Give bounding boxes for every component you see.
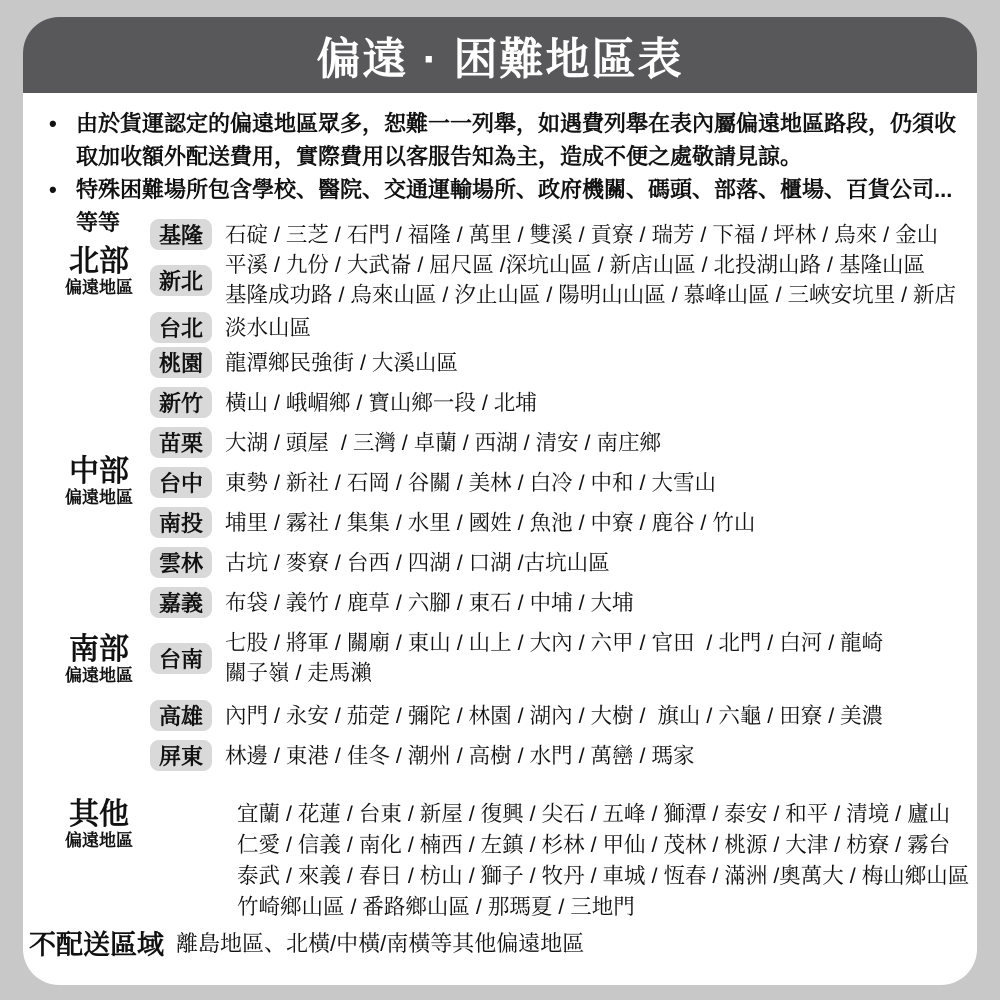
city-label: 屏東 — [150, 740, 212, 771]
table-row — [150, 427, 661, 458]
city-label: 台南 — [150, 643, 212, 674]
area-list: 橫山 / 峨嵋鄉 / 寶山鄉一段 / 北埔 — [225, 390, 537, 415]
no-delivery-label: 不配送區域 — [29, 930, 164, 960]
area-list: 竹崎鄉山區 / 番路鄉山區 / 那瑪夏 / 三地門 — [237, 895, 635, 919]
area-list: 龍潭鄉民強街 / 大溪山區 — [225, 350, 458, 375]
area-list: 布袋 / 義竹 / 鹿草 / 六腳 / 東石 / 中埔 / 大埔 — [225, 590, 634, 615]
city-label: 桃園 — [150, 347, 212, 378]
region-subtitle: 偏遠地區 — [65, 278, 133, 297]
table-row — [150, 700, 883, 731]
city-label: 嘉義 — [150, 587, 212, 618]
area-list: 七股 / 將軍 / 關廟 / 東山 / 山上 / 大內 / 六甲 / 官田 / 北門 / 白河 / 龍崎 — [225, 631, 884, 655]
table-row — [150, 587, 634, 618]
region-subtitle: 偏遠地區 — [65, 488, 133, 507]
area-list: 平溪 / 九份 / 大武崙 / 屈尺區 /深坑山區 / 新店山區 / 北投湖山路 / 基隆山區 — [225, 253, 925, 277]
note-text: 特殊困難場所包含學校、醫院、交通運輸場所、政府機關、碼頭、部落、櫃場、百貨公司...等等 — [76, 177, 953, 235]
table-row — [150, 628, 883, 688]
no-delivery-text: 離島地區、北橫/中橫/南橫等其他偏遠地區 — [176, 931, 585, 956]
table-row — [150, 387, 537, 418]
city-label: 雲林 — [150, 547, 212, 578]
table-row — [150, 219, 938, 250]
area-list: 林邊 / 東港 / 佳冬 / 潮州 / 高樹 / 水門 / 萬巒 / 瑪家 — [225, 743, 695, 768]
region-subtitle: 偏遠地區 — [65, 666, 133, 685]
area-list: 石碇 / 三芝 / 石門 / 福隆 / 萬里 / 雙溪 / 貢寮 / 瑞芳 / 下福 / 坪林 / 烏來 / 金山 — [225, 222, 939, 247]
bullet-icon: • — [49, 111, 57, 136]
city-label: 台北 — [150, 312, 212, 343]
area-list: 泰武 / 來義 / 春日 / 枋山 / 獅子 / 牧丹 / 車城 / 恆春 / 滿洲 /奧萬大 / 梅山鄉山區 — [237, 864, 970, 888]
region-label-other — [23, 798, 175, 850]
region-name: 北部 — [69, 245, 129, 278]
city-label: 新北 — [150, 265, 212, 296]
table-row — [150, 467, 716, 498]
area-list: 淡水山區 — [225, 315, 312, 340]
region-name: 南部 — [69, 633, 129, 666]
table-row — [150, 347, 458, 378]
table-row — [150, 312, 311, 343]
city-label: 基隆 — [150, 219, 212, 250]
area-list: 關子嶺 / 走馬瀨 — [225, 661, 372, 685]
note-item — [49, 107, 969, 173]
city-label: 新竹 — [150, 387, 212, 418]
bullet-icon: • — [49, 177, 57, 202]
region-name: 其他 — [69, 798, 129, 831]
table-row — [150, 507, 755, 538]
note-text: 由於貨運認定的偏遠地區眾多，恕難一一列舉，如遇費列舉在表內屬偏遠地區路段，仍須收取加收額外配送費用，實際費用以客服告知為主，造成不便之處敬請見諒。 — [76, 111, 957, 169]
table-row — [150, 547, 610, 578]
area-list: 基隆成功路 / 烏來山區 / 汐止山區 / 陽明山山區 / 慕峰山區 / 三峽安坑里 / 新店 — [225, 283, 957, 307]
table-row — [150, 250, 956, 310]
area-list: 東勢 / 新社 / 石岡 / 谷關 / 美林 / 白冷 / 中和 / 大雪山 — [225, 470, 716, 495]
header-bar — [23, 17, 977, 93]
city-label: 苗栗 — [150, 427, 212, 458]
area-list: 宜蘭 / 花蓮 / 台東 / 新屋 / 復興 / 尖石 / 五峰 / 獅潭 / 泰安 / 和平 / 清境 / 廬山 — [237, 802, 951, 826]
region-name: 中部 — [69, 455, 129, 488]
other-areas-block — [237, 799, 969, 923]
poster-panel — [23, 17, 977, 985]
city-label: 台中 — [150, 467, 212, 498]
area-list: 仁愛 / 信義 / 南化 / 楠西 / 左鎮 / 杉林 / 甲仙 / 茂林 / 桃源 / 大津 / 枋寮 / 霧台 — [237, 833, 951, 857]
region-subtitle: 偏遠地區 — [65, 831, 133, 850]
city-label: 南投 — [150, 507, 212, 538]
area-list: 內門 / 永安 / 茄萣 / 彌陀 / 林園 / 湖內 / 大樹 / 旗山 / 六龜 / 田寮 / 美濃 — [225, 703, 884, 728]
area-list: 大湖 / 頭屋 / 三灣 / 卓蘭 / 西湖 / 清安 / 南庄鄉 — [225, 430, 661, 455]
area-list: 古坑 / 麥寮 / 台西 / 四湖 / 口湖 /古坑山區 — [225, 550, 610, 575]
page-title: 偏遠 · 困難地區表 — [316, 35, 684, 84]
no-delivery-row — [29, 923, 584, 962]
city-label: 高雄 — [150, 700, 212, 731]
table-row — [150, 740, 694, 771]
area-list: 埔里 / 霧社 / 集集 / 水里 / 國姓 / 魚池 / 中寮 / 鹿谷 / 竹山 — [225, 510, 756, 535]
